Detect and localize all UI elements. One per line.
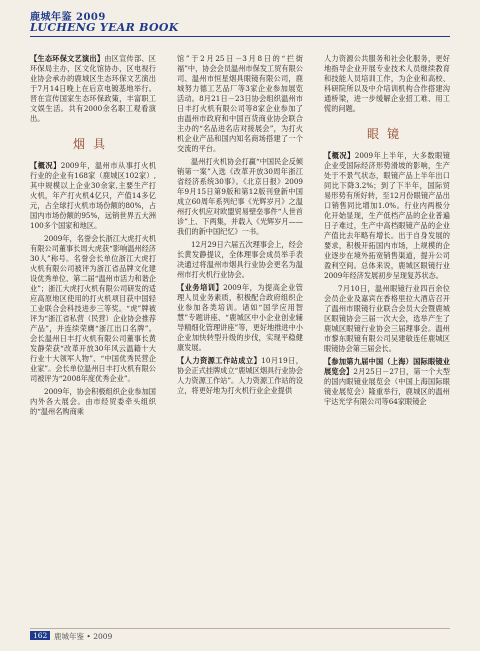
footer-title: 鹿城年鉴 • 2009 bbox=[54, 632, 113, 641]
paragraph: 2009年，协会积极组织企业参加国内外各大展会。由市经贸委牵头组织的“温州名购商乘 bbox=[30, 387, 156, 416]
entry-text: 2009年，温州市从事打火机行业的企业有168家（鹿城区102家）,其中规模以上企业30余家,主要生产打火机，年产打火机4亿只，产值14多亿元，占全球打火机市场份额的80%，占国内市场份额的95%，远销世界五大洲100多个国家和地区。 bbox=[30, 161, 156, 230]
entry-tag: 【人力资源工作站成立】 bbox=[177, 356, 262, 365]
entry-tag: 【概况】 bbox=[30, 161, 61, 170]
column-3 bbox=[324, 54, 450, 410]
paragraph bbox=[324, 357, 450, 407]
yearbook-title-zh: 鹿城年鉴 2009 bbox=[30, 12, 106, 23]
paragraph: 温州打火机协会打赢“中国民企反倾销第一案”入选《改革开放30周年浙江省经济系统30事》。《北京日报》2009年9月15日第9版和第12版刊登新中国成立60周年系列纪事《光辉岁月》之温州打火机应对欧盟贸易壁垒事件“人世首诊”上、下两集，并载入《光辉岁月——我们的新中国纪忆》一书。 bbox=[177, 157, 303, 236]
page-footer bbox=[30, 628, 450, 643]
yearbook-title-en: LUCHENG YEAR BOOK bbox=[30, 21, 179, 34]
page-number: 162 bbox=[30, 631, 50, 640]
entry-tag: 【生态环保文艺演出】 bbox=[30, 54, 105, 63]
paragraph: 馆”于2月25日－3月8日的“拦街福”中，协会会员温州市保发工贸有限公司、温州市恒星烟具眼镜有限公司，鹿城努力德工艺品厂等3家企业参加展览活动。8月21日－23日协会组织温州市日丰打火机有限公司等8家企业参加了由温州市政府和中国百货商业协会联合主办的“名品进名店对接展会”，为打火机企业产品和国内知名商场搭建了一个交流的平台。 bbox=[177, 54, 303, 153]
paragraph: 人力资源公共服务和社会化服务，更好地指导企业开展专业技术人员继续教育和技能人员培训工作，为企业和高校、科研院所以及中介培训机构合作搭建沟通桥梁，进一步缓解企业招工难、用工慌的问题。 bbox=[324, 54, 450, 113]
header-rule bbox=[30, 36, 450, 37]
column-2 bbox=[177, 54, 303, 399]
page-header bbox=[30, 8, 450, 46]
entry-text: 10月19日，协会正式挂牌成立“鹿城区烟具行业协会人力资源工作站”。人力资源工作站的设立，将更好地为打火机行业企业提供 bbox=[177, 356, 303, 395]
paragraph: 12月29日六届五次理事会上，经会长黄发静提议，全体理事会成员举手表决通过将温州市烟具行业协会更名为温州市打火机行业协会。 bbox=[177, 240, 303, 279]
entry-text: 由区宣传部、区环保局主办，区文化馆协办，区电视行业协会承办的鹿城区生态环保文艺演出于7月14日晚上在后京电镀基地举行。晋在宣传国家生态环保政策，丰富职工文娱生活。共有2000余名职工观看演出。 bbox=[30, 54, 156, 123]
paragraph bbox=[30, 54, 156, 124]
paragraph bbox=[30, 161, 156, 231]
entry-tag: 【参加第九届中国（上海）国际眼镜业展览会】 bbox=[324, 357, 450, 376]
entry-text: 2009年上半年，大多数眼镜企业受国际经济形势滑坡的影响，生产处于不景气状态，眼镜产品上半年出口同比下降3.2%；到了下半年，国际贸易形势有所好转，至12月份眼镜产品出口销售同比增加1.0%。行业内两极分化开始显现，生产低档产品的企业普遍日子难过，生产中高档眼镜产品的企业产值比去年略有增长。出于自身发展的要求，积极开拓国内市场，上规模的企业逐步在境外拓宽销售渠道，提升公司盈利空间。总体来说，鹿城区眼镜行业2009年经济发展初步呈现复苏状态。 bbox=[324, 151, 450, 280]
section-heading-glasses: 眼镜 bbox=[366, 127, 407, 141]
section-heading-lighter: 烟具 bbox=[72, 137, 113, 151]
paragraph bbox=[177, 356, 303, 396]
paragraph bbox=[324, 151, 450, 281]
paragraph bbox=[177, 283, 303, 353]
paragraph: 2009年，名誉会长浙江大虎打火机有限公司董事长周大虎获“影响温州经济30人”称号。名誉会长单位浙江大虎打火机有限公司被评为浙江省品牌文化建设优秀单位、第二届“温州市活力和谐企业”；浙江大虎打火机有限公司研发的适应高原地区使用的打火机项目获中国轻工业联合会科技进步三等奖。“虎”牌被评为“浙江省私营（民营）企业协会推荐产品”，并连续荣膺“浙江出口名牌”。会长温州日丰打火机有限公司董事长黄发静荣获“改革开放30年风云温籍十大行业十大领军人物”、“中国优秀民营企业家”。会长单位温州日丰打火机有限公司被评为“2008年度优秀企业”。 bbox=[30, 234, 156, 383]
entry-tag: 【业务培训】 bbox=[177, 283, 224, 292]
entry-text: 2月25日－27日，第一个大型的国内眼镜业展览会（中国上海国际眼镜业展览会）隆重举行，鹿城区的温州宇达光学有限公司等64家眼镜企 bbox=[324, 367, 450, 406]
entry-tag: 【概况】 bbox=[324, 151, 355, 160]
paragraph: 7月10日，温州眼镜行业四百余位会员企业及嘉宾在香格里拉大酒店召开了温州市眼镜行业联合会员大会暨鹿城区眼镜协会三届一次大会，选举产生了鹿城区眼镜行业协会三届理事会。温州市黎东眼镜有限公司吴建敏连任鹿城区眼镜协会第三届会长。 bbox=[324, 284, 450, 353]
entry-text: 2009年，为提高企业管理人员业务素质，积极配合政府组织企业参加各类培训。诸如“国学应用智慧”专题讲座、“鹿城区中小企业创业辅导精细化管理讲座”等，更好地推进中小企业加快转型升级的步伐，实现平稳健康发展。 bbox=[177, 283, 303, 352]
column-1 bbox=[30, 54, 156, 420]
